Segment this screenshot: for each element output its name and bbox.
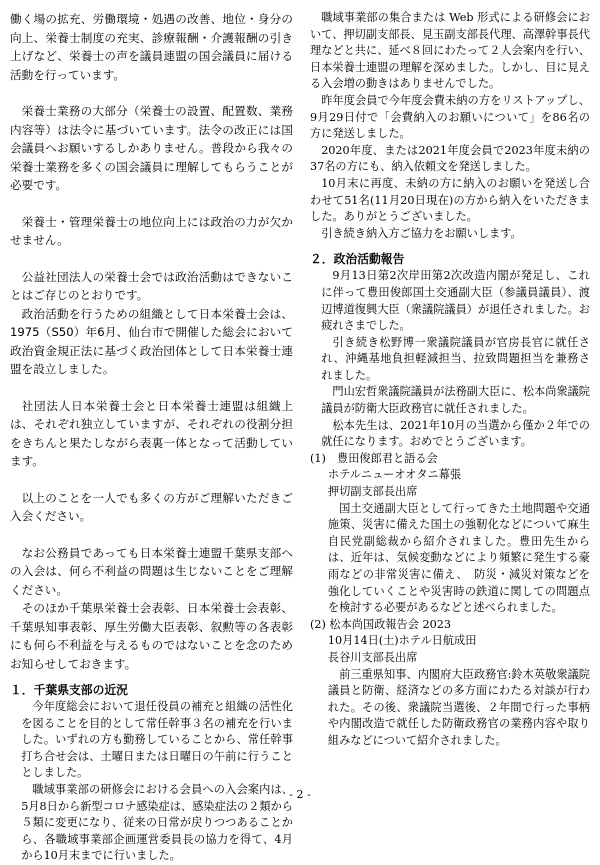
left-column xyxy=(10,10,293,865)
association-paragraph: 公益社団法人の栄養士会では政治活動はできないことはご存じのとおりです。 xyxy=(10,269,293,302)
section-2-heading: ２．政治活動報告 xyxy=(310,252,405,267)
branch-paragraph-5: 引き続き納入方ご協力をお願いします。 xyxy=(321,226,522,240)
legislation-paragraph: 栄養士業務の大部分（栄養士の設置、配置数、業務内容等）は法令に基づいています。法令の改正には国会議員へお願いするしかありません。普段から我々の栄養士業務を多くの国会議員に理解してもらうことが必要です。 xyxy=(10,104,293,192)
item-2-title: (2) 松本尚国政報告会 2023 xyxy=(310,617,451,631)
section-1-paragraph-2: 職域事業部の研修会における会員への入会案内は、5月8日から新型コロナ感染症は、感染症法の２類から５類に変更になり、従来の日常が戻りつつあることから、各職域事業部企画運営委員長の協力を得て、4月から10月末までに行いました。 xyxy=(21,782,293,863)
league-founding-paragraph: 政治活動を行うための組織として日本栄養士会は、1975（S50）年6月、仙台市で開催した総会において政治資金規正法に基づく政治団体として日本栄養士連盟を設立しました。 xyxy=(10,306,293,376)
section-1-heading: １．千葉県支部の近況 xyxy=(10,683,128,697)
section-1-paragraph-1: 今年度総会において退任役員の補充と組織の活性化を図ることを目的として常任幹事３名の補充を行いました。いずれの方も勤務していることから、常任幹事打ち合せ会は、土曜日または日曜日の午前に行うこととしました。 xyxy=(21,700,293,780)
section-2-paragraph-3: 門山宏哲衆議院議員が法務副大臣に、松本尚衆議院議員が防衛大臣政務官に就任されました。 xyxy=(321,385,590,416)
right-column xyxy=(310,10,590,750)
organization-paragraph: 社団法人日本栄養士会と日本栄養士連盟は組織上は、それぞれ独立していますが、それぞれの役割分担をきちんと果たしながら表裏一体となって活動しています。 xyxy=(10,398,293,468)
item-2-date: 10月14日(土)ホテル日航成田 xyxy=(327,634,477,648)
public-servant-paragraph: なお公務員であっても日本栄養士連盟千葉県支部への入会は、何ら不利益の問題は生じないことをご理解ください。 xyxy=(10,545,293,597)
branch-paragraph-1: 職域事業部の集合または Web 形式による研修会において、押切副支部長、見玉副支部長代理、高澤幹事長代理などと共に、延べ８回にわたって２人会案内を行い、日本栄養士連盟の理解を深めました。しかし、目に見える入会増の動きはありませんでした。 xyxy=(310,11,590,91)
branch-paragraph-3: 2020年度、または2021年度会員で2023年度未納の37名の方にも、納入依頼文を発送しました。 xyxy=(310,143,590,174)
join-request-paragraph: 以上のことを一人でも多くの方がご理解いただきご入会ください。 xyxy=(10,490,293,523)
item-1-body: 国土交通副大臣として行ってきた土地問題や交通施策、災害に備えた国土の強靭化などについて麻生自民党副総裁から紹介されました。豊田先生からは、近年は、気候変動などにより頻繁に発生する豪雨などの非常災害に備え、 防災・減災対策などを強化していくことや災害時の鉄道に関しての問題点を検討する必要があるなどと述べられました。 xyxy=(327,501,590,615)
item-1-attendee: 押切副支部長出席 xyxy=(327,485,418,499)
awards-paragraph: そのほか千葉県栄養士会表彰、日本栄養士会表彰、千葉県知事表彰、厚生労働大臣表彰、叙勲等の各表彰にも何ら不利益を与えるものではないことを念のためお知らせしておきます。 xyxy=(10,601,293,671)
item-1-venue: ホテルニューオオタニ幕張 xyxy=(327,468,462,482)
intro-paragraph: 働く場の拡充、労働環境・処遇の改善、地位・身分の向上、栄養士制度の充実、診療報酬・介護報酬の引き上げなど、栄養士の声を議員連盟の国会議員に届ける活動を行っています。 xyxy=(10,12,293,82)
item-2-body: 前三重県知事、内閣府大臣政務官:鈴木英敬衆議院議員と防衛、経済などの多方面にわたる対談が行われた。その後、衆議院当選後、２年間で行った事柄や内閣改造で就任した防衛政務官の業務内容や取り組みなどについて紹介されました。 xyxy=(327,667,590,747)
section-2-paragraph-2: 引き続き松野博一衆議院議員が官房長官に就任され、沖縄基地負担軽減担当、拉致問題担当を兼務されました。 xyxy=(321,335,590,382)
section-2-paragraph-1: 9月13日第2次岸田第2次改造内閣が発足し、これに伴って豊田俊郎国土交通副大臣（参議員議員）、渡辺博道復興大臣（衆議院議員）が退任されました。お疲れさまでした。 xyxy=(321,269,590,333)
politics-paragraph: 栄養士・管理栄養士の地位向上には政治の力が欠かせません。 xyxy=(10,214,293,247)
section-2-paragraph-4: 松本先生は、2021年10月の当選から僅か２年での就任になります。おめでとうございます。 xyxy=(321,418,590,449)
item-1-title: (1) 豊田俊郎君と語る会 xyxy=(310,451,438,465)
item-2-attendee: 長谷川支部長出席 xyxy=(327,650,418,664)
branch-paragraph-2: 昨年度会員で今年度会費未納の方をリストアップし、9月29日付で「会費納入のお願いについて」を86名の方に発送しました。 xyxy=(310,93,590,141)
branch-paragraph-4: 10月末に再度、未納の方に納入のお願いを発送し合わせて51名(11月20日現在)の方から納入をいただきました。ありがとうございました。 xyxy=(310,176,590,224)
page-number: - 2 - xyxy=(289,788,311,801)
